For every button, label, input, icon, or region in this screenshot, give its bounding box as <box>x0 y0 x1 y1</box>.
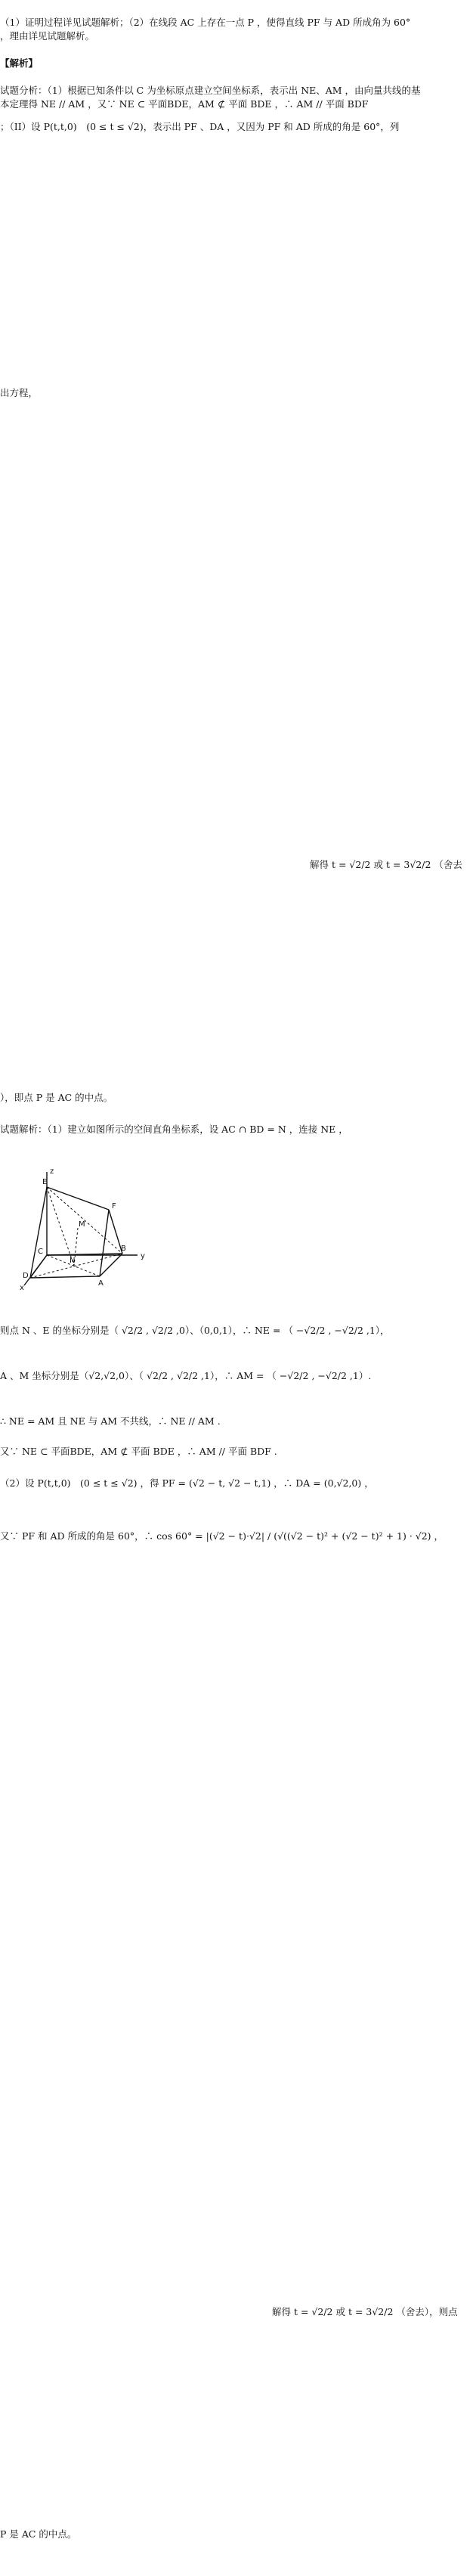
solution-intro: 试题解析：（1）建立如图所示的空间直角坐标系，设 AC ∩ BD = N ，连接 NE ， <box>0 1124 348 1135</box>
label-D: D <box>23 1272 29 1280</box>
axis-y-label: y <box>141 1252 145 1260</box>
geometry-figure <box>9 1164 153 1293</box>
answer-line-1: （1）证明过程详见试题解析；（2）在线段 AC 上存在一点 P ，使得直线 PF 与 AD 所成角为 60° <box>0 17 411 28</box>
axis-z-label: z <box>50 1167 54 1176</box>
solution-plane-line: 又∵ NE ⊂ 平面BDE，AM ⊄ 平面 BDE ，∴ AM // 平面 BDF . <box>0 1446 277 1457</box>
solution-NE-line: 则点 N 、E 的坐标分别是（ √2/2 , √2/2 ,0）、（0,0,1），∴ NE = （ −√2/2 , −√2/2 ,1）， <box>0 1325 390 1336</box>
analysis-line-3: ；（II）设 P(t,t,0) (0 ≤ t ≤ √2)，表示出 PF 、DA ，又因为 PF 和 AD 所成的角是 60°，列 <box>0 121 400 132</box>
conclusion-line: ），即点 P 是 AC 的中点。 <box>0 1092 113 1103</box>
label-F: F <box>112 1202 116 1211</box>
solution-parallel-line: ∴ NE = AM 且 NE 与 AM 不共线，∴ NE // AM . <box>0 1415 221 1427</box>
label-E: E <box>42 1178 48 1186</box>
section-title: 【解析】 <box>0 57 39 69</box>
label-M: M <box>79 1220 85 1229</box>
solution-AM-line: A 、M 坐标分别是（√2,√2,0）、（ √2/2 , √2/2 ,1），∴ AM = （ −√2/2 , −√2/2 ,1）. <box>0 1370 372 1381</box>
label-A: A <box>98 1279 104 1288</box>
label-N: N <box>70 1257 76 1265</box>
solution-solve-line: 解得 t = √2/2 或 t = 3√2/2 （舍去），则点 <box>272 2306 458 2317</box>
analysis-line-4: 出方程， <box>0 387 39 398</box>
solution-final-line: P 是 AC 的中点。 <box>0 2528 77 2540</box>
answer-line-2: ，理由详见试题解析。 <box>0 30 95 42</box>
axis-x-label: x <box>20 1284 24 1292</box>
analysis-line-2: 本定理得 NE // AM ，又∵ NE ⊂ 平面BDE，AM ⊄ 平面 BDE ，∴ AM // 平面 BDF <box>0 98 369 110</box>
solution-angle-line: 又∵ PF 和 AD 所成的角是 60°，∴ cos 60° = |(√2 − t)·√2| / (√((√2 − t)² + (√2 − t)² + 1) · √2) ， <box>0 1530 444 1542</box>
label-B: B <box>121 1245 126 1253</box>
label-C: C <box>38 1248 43 1256</box>
solve-result-line: 解得 t = √2/2 或 t = 3√2/2 （舍去 <box>310 859 462 870</box>
analysis-line-1: 试题分析：（1）根据已知条件以 C 为坐标原点建立空间坐标系，表示出 NE、AM ，由向量共线的基 <box>0 85 421 96</box>
solution-part2-line: （2）设 P(t,t,0) (0 ≤ t ≤ √2) ，得 PF = (√2 − t, √2 − t,1) ，∴ DA = (0,√2,0) ， <box>0 1477 374 1489</box>
